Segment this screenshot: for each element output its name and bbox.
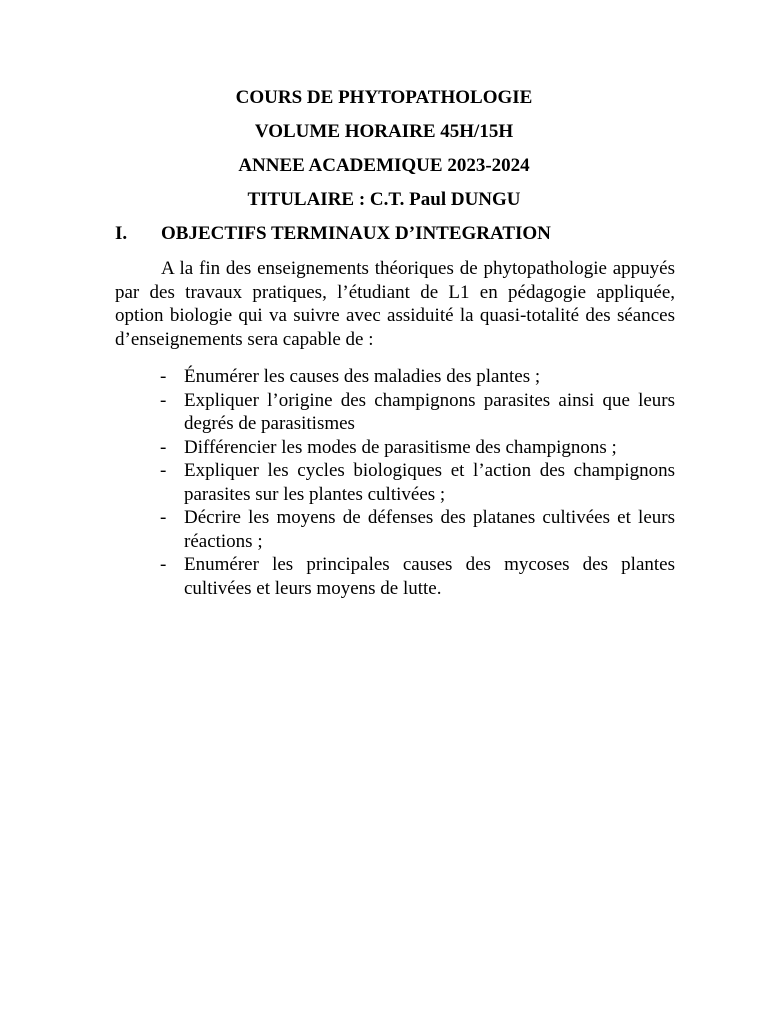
list-item-text: Différencier les modes de parasitisme des champignons ;: [184, 436, 617, 458]
list-item: [115, 506, 675, 553]
list-item-text: Enumérer les principales causes des mycoses des plantes cultivées et leurs moyens de lutte.: [184, 554, 675, 599]
list-item: [115, 436, 675, 460]
intro-paragraph: A la fin des enseignements théoriques de phytopathologie appuyés par des travaux pratiques, l’étudiant de L1 en pédagogie appliquée, option biologie qui va suivre avec assiduité la quasi-totalité des séances d’enseignements sera capable de :: [115, 258, 675, 350]
list-item: [115, 553, 675, 600]
list-marker: -: [160, 554, 167, 575]
list-marker: -: [160, 366, 167, 387]
academic-year: ANNEE ACADEMIQUE 2023-2024: [238, 155, 530, 176]
instructor: TITULAIRE : C.T. Paul DUNGU: [247, 189, 521, 210]
list-item-text: Expliquer les cycles biologiques et l’action des champignons parasites sur les plantes cultivées ;: [184, 460, 675, 505]
list-marker: -: [160, 436, 167, 458]
list-item-text: Expliquer l’origine des champignons parasites ainsi que leurs degrés de parasitismes: [184, 389, 675, 434]
list-item-text: Énumérer les causes des maladies des plantes ;: [184, 366, 541, 387]
list-marker: -: [160, 389, 167, 411]
list-marker: -: [160, 460, 167, 481]
section-title: OBJECTIFS TERMINAUX D’INTEGRATION: [161, 223, 551, 244]
list-item: [115, 389, 675, 436]
list-marker: -: [160, 507, 167, 528]
list-item: [115, 459, 675, 506]
list-item-text: Décrire les moyens de défenses des platanes cultivées et leurs réactions ;: [184, 507, 675, 552]
objectives-list: [115, 365, 675, 600]
course-title: COURS DE PHYTOPATHOLOGIE: [235, 87, 533, 108]
list-item: [115, 365, 675, 389]
section-number: I.: [115, 223, 128, 244]
volume-horaire: VOLUME HORAIRE 45H/15H: [254, 121, 514, 142]
